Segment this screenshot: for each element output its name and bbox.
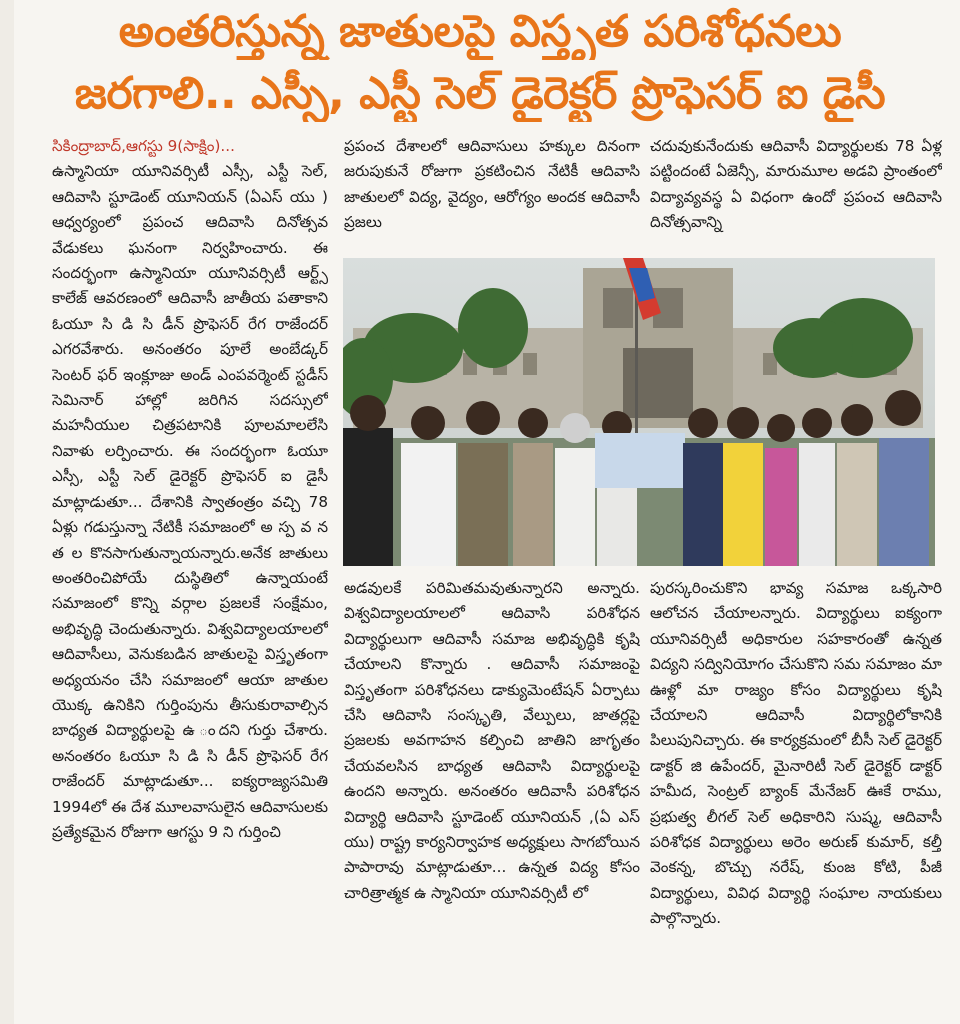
headline-line-1: అంతరిస్తున్న జాతులపై విస్తృత పరిశోధనలు [118, 6, 842, 57]
column-3-bottom-text: పురస్కరించుకొని భావ్య సమాజ ఒక్కసారి ఆలోచన చేయాలన్నారు. విద్యార్థులు ఐక్యంగా యూనివర్సిటీ అధికారుల సహకారంతో ఉన్నత విద్యని సద్వినియోగం చేసుకొని సమ సమాజం మా ఊళ్లో మా రాజ్యం కోసం విద్యార్థులు కృషి చేయాలని ఆదివాసీ విద్యార్థిలోకానికి పిలుపునిచ్చారు. ఈ కార్యక్రమంలో బీసీ సెల్ డైరెక్టర్ డాక్టర్ జి ఉపేందర్, మైనారిటీ సెల్ డైరెక్టర్ డాక్టర్ హమీద, సెంట్రల్ బ్యాంక్ మేనేజర్ ఊకే రాము, ప్రభుత్వ లీగల్ సెల్ అధికారిని సుష్మ, ఆదివాసీ పరిశోధక విద్యార్థులు అరెం అరుణ్ కుమార్, కల్తీ వెంకన్న, బొచ్చు నరేష్, కుంజ కోటి, పీజీ విద్యార్థులు, వివిధ విద్యార్థి సంఘాల నాయకులు పాల్గొన్నారు. [650, 579, 942, 928]
headline-line-2: జరగాలి.. ఎస్సీ, ఎస్టీ సెల్ డైరెక్టర్ ప్రొఫెసర్ ఐ డైసీ [74, 68, 886, 119]
article-column-2-top [344, 134, 640, 252]
article-column-3-bottom [650, 576, 942, 1006]
column-2-bottom-text: అడవులకే పరిమితమవుతున్నారని అన్నారు. విశ్వవిద్యాలయాలలో ఆదివాసి పరిశోధన విద్యార్థులుగా ఆదివాసీ సమాజ అభివృద్ధికి కృషి చేయాలని కొన్నారు . ఆదివాసీ సమాజంపై విస్తృతంగా పరిశోధనలు డాక్యుమెంటేషన్ ఏర్పాటు చేసి ఆదివాసి సంస్కృతి, వేల్పులు, జాతర్లపై ప్రజలకు అవగాహన కల్పించి జాతిని జాగృతం చేయవలసిన బాధ్యత ఆదివాసి విద్యార్థులపై ఉందని అన్నారు. అనంతరం ఆదివాసీ పరిశోధన విద్యార్థి ఆదివాసి స్టూడెంట్ యూనియన్ ,(ఏ ఎస్ యు) రాష్ట్ర కార్యనిర్వాహక అధ్యక్షులు సాగబోయిన పాపారావు మాట్లాడుతూ... ఉన్నత విద్య కోసం చారిత్రాత్మక ఉ స్మానియా యూనివర్సిటీ లో [344, 579, 640, 902]
dateline: సికింద్రాబాద్,ఆగస్టు 9(సాక్షిం)... [52, 137, 235, 155]
article-column-3-top [650, 134, 942, 252]
column-1-text: ఉస్మానియా యూనివర్సిటీ ఎస్సీ, ఎస్టీ సెల్, ఆదివాసి స్టూడెంట్ యూనియన్ (ఏఎస్ యు ) ఆధ్వర్యంలో ప్రపంచ ఆదివాసి దినోత్సవ వేడుకలు ఘనంగా నిర్వహించారు. ఈ సందర్భంగా ఉస్మానియా యూనివర్సిటీ ఆర్ట్స్ కాలేజ్ ఆవరణంలో ఆదివాసీ జాతీయ పతాకాని ఓయూ సి డి సి డీన్ ప్రొఫెసర్ రేగ రాజేందర్ ఎగరవేశారు. అనంతరం పూలే అంబేడ్కర్ సెంటర్ ఫర్ ఇంక్లూజు అండ్ ఎంపవర్మెంట్ స్టడీస్ సెమినార్ హాల్లో జరిగిన సదస్సులో మహనీయుల చిత్రపటానికి పూలమాలలేసి నివాళు లర్పించారు. ఈ సందర్భంగా ఓయూ ఎస్సీ, ఎస్టీ సెల్ డైరెక్టర్ ప్రొఫెసర్ ఐ డైసీ మాట్లాడుతూ... దేశానికి స్వాతంత్రం వచ్చి 78 ఏళ్లు గడుస్తున్నా నేటికీ సమాజంలో అ స్ప వ న త ల కొనసాగుతున్నాయన్నారు.అనేక జాతులు అంతరించిపోయే దుస్థితిలో ఉన్నాయంటే సమాజంలో కొన్ని వర్గాల ప్రజలకే సంక్షేమం, అభివృద్ధి చెందుతున్నారు. విశ్వవిద్యాలయాలలో ఆదివాసీలు, వెనుకబడిన జాతులపై విస్తృతంగా అధ్యయనం చేసి సమాజంలో ఆయా జాతుల యొక్క ఉనికిని గుర్తింపును తీసుకురావాల్సిన బాధ్యత విద్యార్థులపై ఉ ందని గుర్తు చేశారు. అనంతరం ఓయూ సి డి సి డీన్ ప్రొఫెసర్ రేగ రాజేందర్ మాట్లాడుతూ... ఐక్యరాజ్యసమితి 1994లో ఈ దేశ మూలవాసులైన ఆదివాసులకు ప్రత్యేకమైన రోజుగా ఆగస్టు 9 ని గుర్తించి [52, 162, 328, 841]
event-photo [343, 258, 935, 566]
article-column-2-bottom [344, 576, 640, 1006]
article-column-1 [52, 134, 328, 1014]
event-photo-illustration [343, 258, 935, 566]
page-margin [0, 0, 14, 1024]
column-2-top-text: ప్రపంచ దేశాలలో ఆదివాసులు హక్కుల దినంగా జరుపుకునే రోజుగా ప్రకటించిన నేటికీ ఆదివాసి జాతులలో విద్య, వైద్యం, ఆరోగ్యం అందక ఆదివాసీ ప్రజలు [344, 137, 640, 232]
column-3-top-text: చదువుకునేందుకు ఆదివాసీ విద్యార్థులకు 78 ఏళ్ల పట్టిందంటే ఏజెన్సీ, మారుమూల అడవి ప్రాంతంలో విద్యావ్యవస్థ ఏ విధంగా ఉందో ప్రపంచ ఆదివాసి దినోత్సవాన్ని [650, 137, 942, 232]
